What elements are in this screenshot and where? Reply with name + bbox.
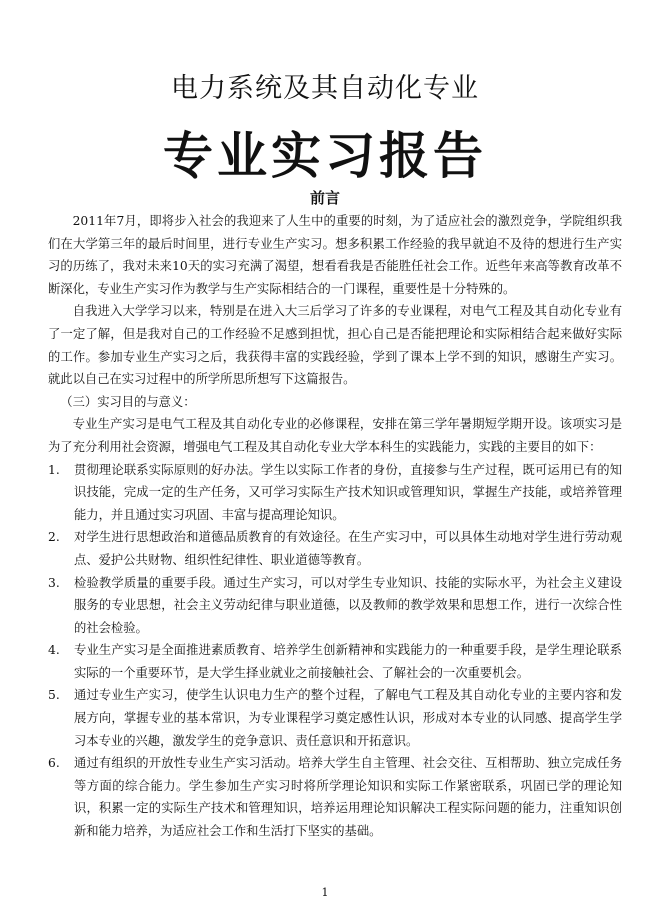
document-body [48, 210, 622, 843]
list-item-text: 检验教学质量的重要手段。通过生产实习，可以对学生专业知识、技能的实际水平，为社会主义建设服务的专业思想，社会主义劳动纪律与职业道德，以及教师的教学效果和思想工作，进行一次综合性的社会检验。 [74, 575, 622, 635]
list-item-number: 4. [48, 643, 60, 658]
list-item-number: 1. [48, 462, 60, 477]
document-main-title: 专业实习报告 [163, 127, 487, 185]
list-item-number: 2. [48, 530, 60, 545]
list-item [48, 526, 622, 571]
list-item [48, 639, 622, 684]
subsection-heading: （三）实习目的与意义： [60, 394, 196, 409]
list-item [48, 572, 622, 640]
list-item-text: 通过有组织的开放性专业生产实习活动。培养大学生自主管理、社会交往、互相帮助、独立完成任务等方面的综合能力。学生参加生产实习时将所学理论知识和实际工作紧密联系，巩固已学的理论知识，积累一定的实际生产技术和管理知识，培养运用理论知识解决工程实际问题的能力，注重知识创新和能力培养，为适应社会工作和生活打下坚实的基础。 [74, 756, 622, 839]
list-item [48, 684, 622, 752]
page-number: 1 [321, 886, 329, 899]
list-item-text: 对学生进行思想政治和道德品质教育的有效途径。在生产实习中，可以具体生动地对学生进行劳动观点、爱护公共财物、组织性纪律性、职业道德等教育。 [74, 530, 622, 567]
list-item-number: 3. [48, 575, 60, 590]
list-item-number: 6. [48, 756, 60, 771]
list-item [48, 459, 622, 527]
paragraph: 2011年7月，即将步入社会的我迎来了人生中的重要的时刻，为了适应社会的激烈竞争，学院组织我们在大学第三年的最后时间里，进行专业生产实习。想多积累工作经验的我早就迫不及待的想进行生产实习的历练了，我对未来10天的实习充满了渴望，想看看我是否能胜任社会工作。近些年来高等教育改革不断深化，专业生产实习作为教学与生产实际相结合的一门课程，重要性是十分特殊的。 [48, 214, 622, 296]
objectives-list [48, 459, 622, 843]
list-item-text: 贯彻理论联系实际原则的好办法。学生以实际工作者的身份，直接参与生产过程，既可运用已有的知识技能，完成一定的生产任务，又可学习实际生产技术知识或管理知识，掌握生产技能，或培养管理能力，并且通过实习巩固、丰富与提高理论知识。 [74, 462, 622, 522]
section-heading: 前言 [309, 189, 340, 207]
list-item-text: 通过专业生产实习，使学生认识电力生产的整个过程，了解电气工程及其自动化专业的主要内容和发展方向，掌握专业的基本常识，为专业课程学习奠定感性认识，形成对本专业的认同感、提高学生学习本专业的兴趣，激发学生的竞争意识、责任意识和开拓意识。 [74, 688, 622, 748]
list-item-number: 5. [48, 688, 60, 703]
paragraph: 自我进入大学学习以来，特别是在进入大三后学习了许多的专业课程，对电气工程及其自动化专业有了一定了解，但是我对自己的工作经验不足感到担忧，担心自己是否能把理论和实际相结合起来做好实际的工作。参加专业生产实习之后，我获得丰富的实践经验，学到了课本上学不到的知识，感谢生产实习。就此以自己在实习过程中的所学所思所想写下这篇报告。 [48, 304, 622, 387]
paragraph: 专业生产实习是电气工程及其自动化专业的必修课程，安排在第三学年暑期短学期开设。该项实习是为了充分利用社会资源，增强电气工程及其自动化专业大学本科生的实践能力，实践的主要目的如下： [48, 417, 622, 454]
document-title: 电力系统及其自动化专业 [171, 73, 479, 104]
list-item-text: 专业生产实习是全面推进素质教育、培养学生创新精神和实践能力的一种重要手段，是学生理论联系实际的一个重要环节，是大学生择业就业之前接触社会、了解社会的一次重要机会。 [74, 643, 622, 680]
list-item [48, 752, 622, 842]
